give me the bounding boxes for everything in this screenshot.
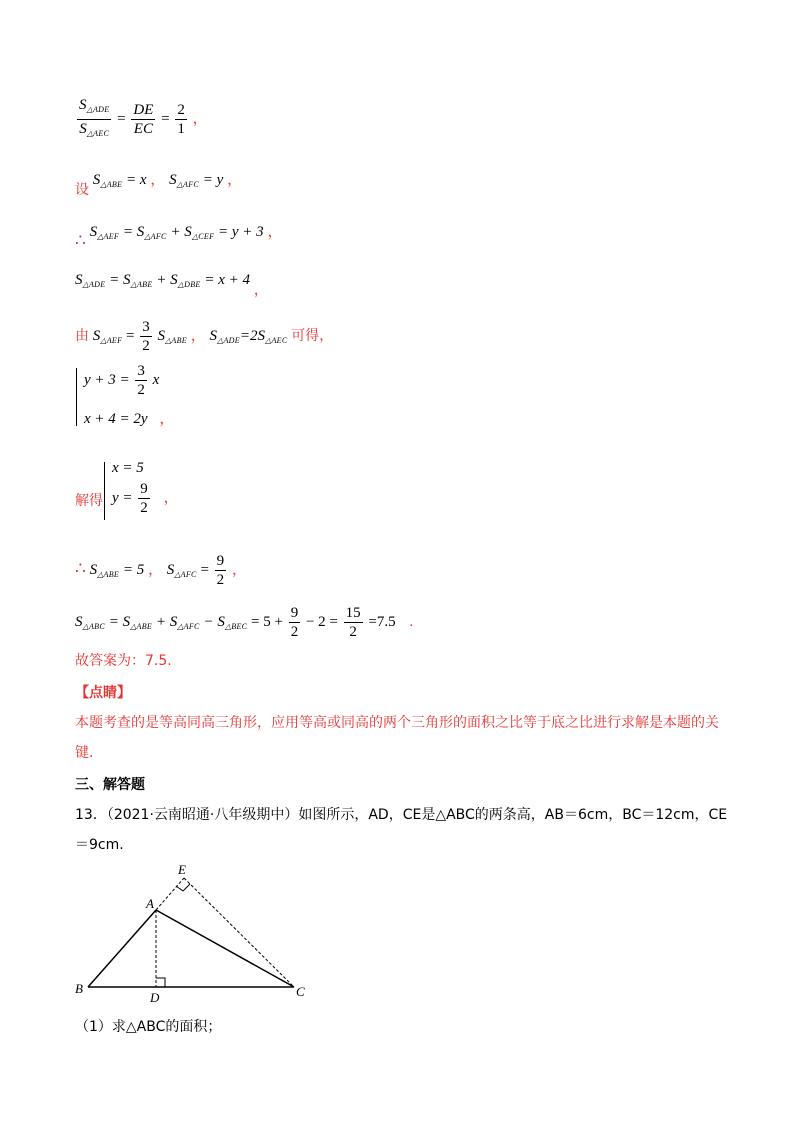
solve-label: 解得 <box>75 493 103 509</box>
therefore-equation-1: ∴ $S_{\triangle AEF} = S_{\triangle AFC} + S_{\triangle CEF} = y + 3$ ， <box>75 224 283 250</box>
system-line-1: y + 3 = $\frac{3}{2}$ x <box>84 363 160 398</box>
given-relations: 由 $S_{\triangle AEF}$ = $\frac{3}{2}$ $S_{\triangle ABE}$ ， $S_{\triangle ADE}=2S_{\triangle AEC}$ 可得， <box>75 319 334 354</box>
final-area-equation: $S_{\triangle ABC} = S_{\triangle ABE} + S_{\triangle AFC} - S_{\triangle BEC} = 5$ + $\frac{9}{2}$ − 2 = $\frac{15}{2}$ =7.5 . <box>75 605 414 640</box>
system-brace-1 <box>76 368 77 426</box>
right-angle-d <box>156 978 165 987</box>
right-angle-e <box>176 884 190 891</box>
label-d: D <box>150 990 160 1005</box>
extension-ae <box>156 878 184 910</box>
area-equation-2: $S_{\triangle ADE} = S_{\triangle ABE} + S_{\triangle DBE} = x + 4$ ， <box>75 272 269 298</box>
comment-title: 【点睛】 <box>75 685 131 701</box>
label-b: B <box>75 981 83 996</box>
problem-statement: 13．（2021·云南昭通·八年级期中）如图所示，AD，CE是△ABC的两条高，AB＝6cm，BC＝12cm，CE＝9cm. <box>75 807 728 853</box>
question-1: （1）求△ABC的面积； <box>75 1019 222 1035</box>
altitude-ce <box>184 878 294 987</box>
system-brace-2 <box>104 462 105 520</box>
system-line-2: x + 4 = 2y ， <box>84 411 175 427</box>
answer-line: 故答案为：7.5. <box>75 653 172 669</box>
label-a: A <box>146 896 154 911</box>
solution-y: y = $\frac{9}{2}$ ， <box>112 481 179 516</box>
label-c: C <box>296 984 305 999</box>
side-ac <box>156 910 294 987</box>
side-ab <box>88 910 156 987</box>
triangle-figure <box>70 860 330 1010</box>
therefore-values: ∴ $S_{\triangle ABE} = 5$ ， $S_{\triangle AFC}$ = $\frac{9}{2}$ ， <box>75 553 247 588</box>
let-statement: 设 $S_{\triangle ABE} = x$ ， $S_{\triangle AFC} = y$ ， <box>75 172 243 198</box>
solution-x: x = 5 <box>112 460 144 476</box>
comment-body: 本题考查的是等高同高三角形，应用等高或同高的两个三角形的面积之比等于底之比进行求解是本题的关键. <box>75 715 719 761</box>
section-heading: 三、解答题 <box>75 777 145 793</box>
label-e: E <box>178 862 186 877</box>
ratio-equation: $\frac{S_{\triangle ADE}}{S_{\triangle AEC}}$ = $\frac{DE}{EC}$ = $\frac{2}{1}$ ， <box>79 97 208 138</box>
